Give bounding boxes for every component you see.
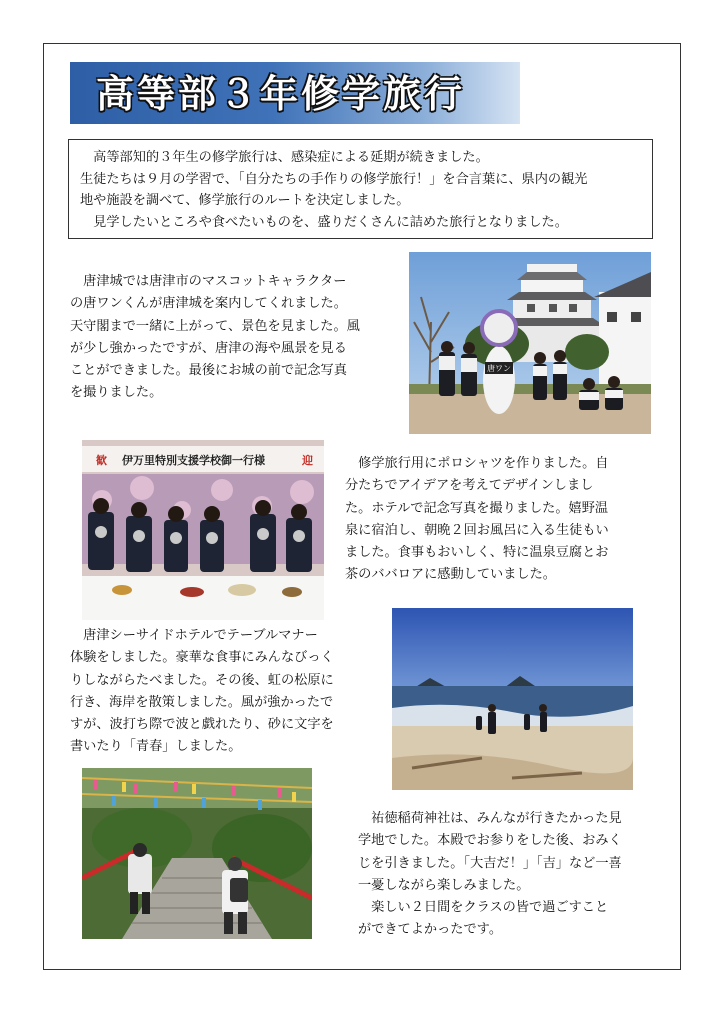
paragraph-line: りしながらたべました。その後、虹の松原に: [70, 672, 334, 688]
paragraph-line: 茶のババロアに感動していました。: [345, 567, 556, 583]
polo-shirt-paragraph: [345, 453, 609, 587]
paragraph-line: 唐津シーサイドホテルでテーブルマナー: [70, 628, 318, 643]
paragraph-line: じを引きました。「大吉だ！」「吉」など一喜: [358, 855, 622, 871]
paragraph-line: の唐ワンくんが唐津城を案内してくれました。: [70, 296, 347, 312]
paragraph-line: 学地でした。本殿でお参りをした後、おみく: [358, 833, 622, 849]
paragraph-line: 行き、海岸を散策しました。風が強かったで: [70, 694, 334, 710]
paragraph-line: 泉に宿泊し、朝晩２回お風呂に入る生徒もい: [345, 522, 609, 538]
paragraph-line: 分たちでアイデアを考えてデザインしまし: [345, 478, 594, 494]
banner-right-char: 迎: [302, 454, 313, 467]
banner-main-text: 伊万里特別支援学校御一行様: [122, 454, 265, 467]
intro-line: 生徒たちは９月の学習で、「自分たちの手作りの修学旅行！」を合言葉に、県内の観光: [80, 171, 588, 187]
beach-photo: [392, 608, 633, 790]
paragraph-line: 楽しい２日間をクラスの皆で過ごすこと: [358, 900, 609, 916]
paragraph-line: 一憂しながら楽しみました。: [358, 877, 530, 893]
karatsu-castle-photo: [409, 252, 651, 434]
paragraph-line: すが、波打ち際で波と戯れたり、砂に文字を: [70, 717, 334, 733]
paragraph-line: が少し強かったですが、唐津の海や風景を見る: [70, 340, 347, 356]
karatsu-castle-paragraph: [70, 271, 360, 405]
intro-line: 地や施設を調べて、修学旅行のルートを決定しました。: [80, 193, 410, 208]
paragraph-line: を撮りました。: [70, 385, 163, 401]
paragraph-line: た。ホテルで記念写真を撮りました。嬉野温: [345, 500, 609, 516]
shrine-stairs-photo: [82, 768, 312, 939]
intro-box: [68, 139, 653, 239]
banner-left-char: 歓: [96, 454, 107, 467]
paragraph-line: 体験をしました。豪華な食事にみんなびっく: [70, 650, 334, 666]
hotel-group-photo: [82, 440, 324, 620]
intro-line: 高等部知的３年生の修学旅行は、感染症による延期が続きました。: [80, 150, 489, 165]
seaside-hotel-paragraph: [70, 625, 334, 759]
paragraph-line: 修学旅行用にポロシャツを作りました。自: [345, 456, 609, 471]
paragraph-line: ができてよかったです。: [358, 922, 503, 938]
paragraph-line: ことができました。最後にお城の前で記念写真: [70, 363, 347, 379]
yutoku-inari-paragraph: [358, 808, 622, 942]
paragraph-line: 唐津城では唐津市のマスコットキャラクター: [70, 274, 347, 289]
paragraph-line: 祐徳稲荷神社は、みんなが行きたかった見: [358, 811, 622, 826]
paragraph-line: ました。食事もおいしく、特に温泉豆腐とお: [345, 545, 609, 561]
paragraph-line: 書いたり「青春」しました。: [70, 739, 242, 755]
page-title: 高等部３年修学旅行: [96, 72, 466, 116]
paragraph-line: 天守閣まで一緒に上がって、景色を見ました。風: [70, 318, 360, 334]
intro-line: 見学したいところや食べたいものを、盛りだくさんに詰めた旅行となりました。: [80, 214, 568, 230]
mascot-sign-text: 唐ワン: [487, 364, 511, 373]
